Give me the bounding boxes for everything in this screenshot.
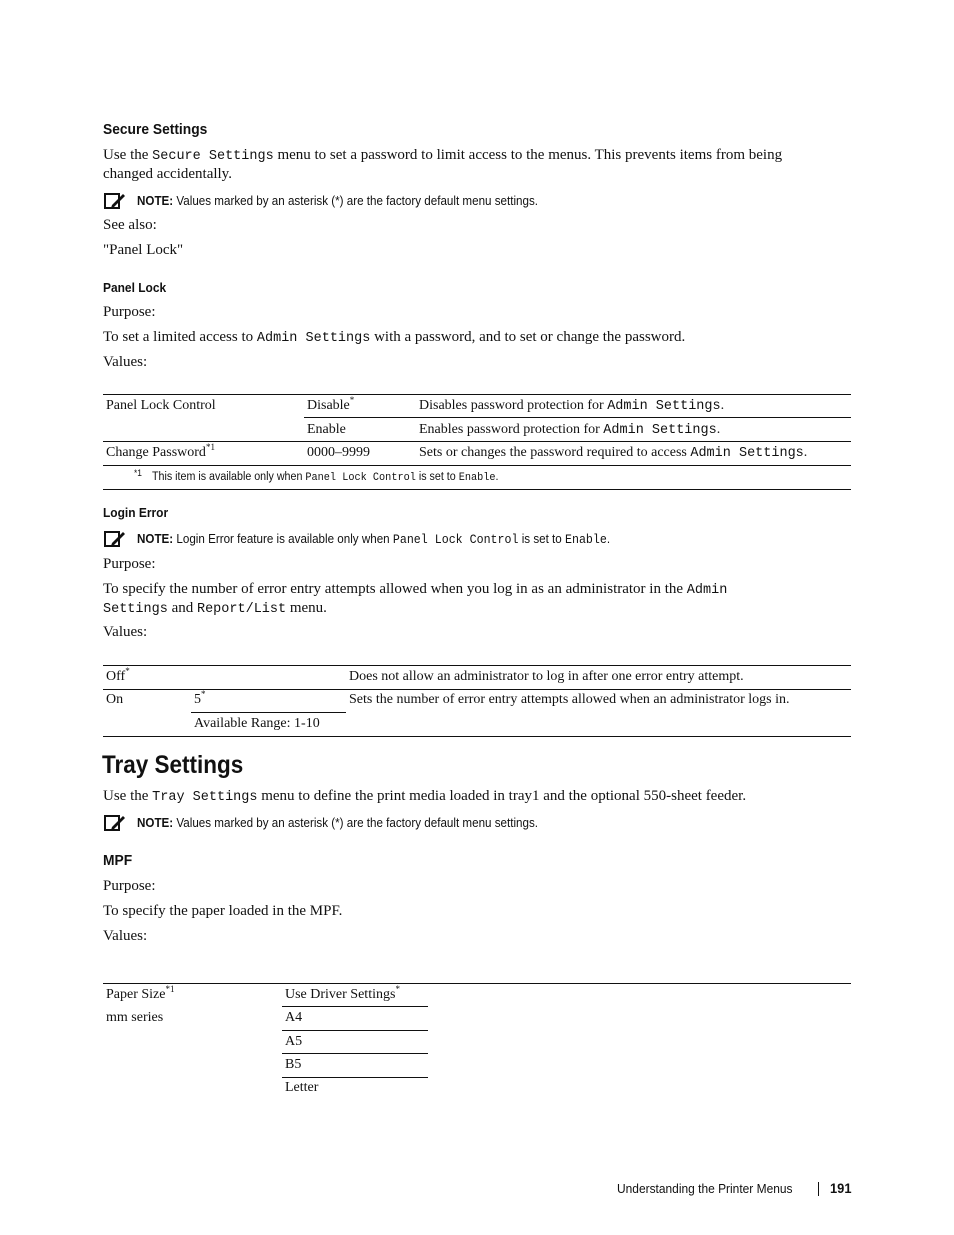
see-also-label: See also: (103, 217, 157, 233)
table-cell: Off* (106, 666, 130, 684)
secure-intro-line2: changed accidentally. (103, 166, 232, 182)
footnote-mark: *1 (134, 468, 142, 478)
table-cell: Letter (285, 1080, 319, 1095)
table-rule (103, 665, 851, 666)
page-number: 191 (830, 1180, 852, 1196)
table-footnote: This item is available only when Panel Lock Control is set to Enable. (152, 471, 499, 484)
login-error-values-label: Values: (103, 624, 148, 640)
login-error-note: NOTE: Login Error feature is available only when Panel Lock Control is set to Enable. (137, 532, 611, 547)
mpf-purpose-label: Purpose: (103, 878, 156, 894)
table-cell: Enable (307, 422, 346, 437)
footer-section-title: Understanding the Printer Menus (617, 1181, 793, 1196)
table-cell: Enables password protection for Admin Settings. (419, 422, 721, 438)
login-error-purpose-label: Purpose: (103, 556, 156, 572)
table-rule (282, 1006, 428, 1007)
mpf-heading: MPF (103, 852, 133, 869)
table-rule (191, 712, 346, 713)
table-rule (304, 417, 851, 418)
table-cell: 0000–9999 (307, 445, 370, 460)
login-error-purpose-line2: Settings and Report/List menu. (103, 600, 327, 617)
secure-settings-heading: Secure Settings (103, 121, 208, 138)
pencil-note-icon (104, 814, 126, 832)
login-error-heading: Login Error (103, 505, 169, 520)
tray-intro: Use the Tray Settings menu to define the print media loaded in tray1 and the optional 550-sheet feeder. (103, 788, 747, 805)
login-error-purpose-text: To specify the number of error entry attempts allowed when you log in as an administrator in the Admin (103, 581, 728, 598)
tray-note: NOTE: Values marked by an asterisk (*) are the factory default menu settings. (137, 816, 539, 830)
table-rule (103, 736, 851, 737)
table-rule (103, 689, 851, 690)
table-cell: Available Range: 1-10 (194, 716, 320, 731)
table-cell: Sets the number of error entry attempts allowed when an administrator logs in. (349, 692, 790, 707)
table-rule (103, 983, 851, 984)
table-cell: Does not allow an administrator to log in after one error entry attempt. (349, 669, 744, 684)
table-rule (103, 394, 851, 395)
table-cell: Panel Lock Control (106, 398, 216, 413)
table-rule (282, 1053, 428, 1054)
table-rule (282, 1077, 428, 1078)
mpf-values-label: Values: (103, 928, 148, 944)
table-cell: A5 (285, 1034, 303, 1049)
table-rule (103, 441, 851, 442)
secure-note: NOTE: Values marked by an asterisk (*) are the factory default menu settings. (137, 194, 539, 208)
pencil-note-icon (104, 192, 126, 210)
table-cell: A4 (285, 1010, 303, 1025)
see-also-link[interactable]: "Panel Lock" (103, 242, 184, 258)
footer-divider (818, 1182, 819, 1196)
table-cell: On (106, 692, 124, 707)
table-cell: Change Password$^{*1}$ (106, 442, 215, 460)
table-cell: Disable* (307, 395, 355, 413)
tray-settings-heading: Tray Settings (102, 751, 244, 779)
panel-lock-purpose-label: Purpose: (103, 304, 156, 320)
table-rule (282, 1030, 428, 1031)
table-cell: Paper Size$^{*1}$ (106, 984, 175, 1002)
table-cell: Disables password protection for Admin Settings. (419, 398, 725, 414)
pencil-note-icon (104, 530, 126, 548)
table-cell: mm series (106, 1010, 164, 1025)
mpf-purpose-text: To specify the paper loaded in the MPF. (103, 903, 343, 919)
secure-intro: Use the Secure Settings menu to set a password to limit access to the menus. This prevents items from being (103, 147, 783, 164)
table-cell: 5* (194, 689, 206, 707)
table-rule (103, 489, 851, 490)
panel-lock-values-label: Values: (103, 354, 148, 370)
panel-lock-heading: Panel Lock (103, 280, 167, 295)
table-cell: Use Driver Settings* (285, 984, 400, 1002)
table-rule (103, 465, 851, 466)
table-cell: B5 (285, 1057, 302, 1072)
panel-lock-purpose-text: To set a limited access to Admin Settings with a password, and to set or change the password. (103, 329, 686, 346)
table-cell: Sets or changes the password required to access Admin Settings. (419, 445, 808, 461)
